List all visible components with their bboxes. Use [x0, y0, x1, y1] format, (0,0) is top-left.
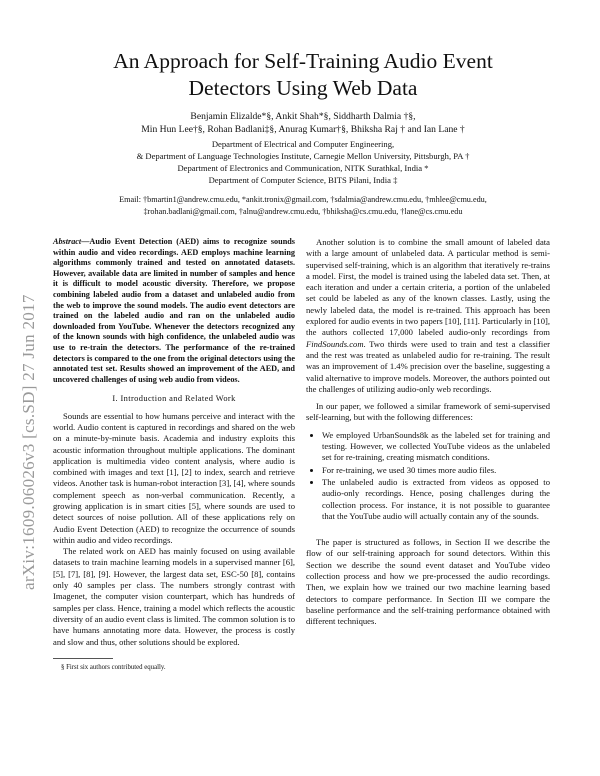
- right-paragraph-1-start: Another solution is to combine the small amount of labeled data with a large amount of unlabeled data. A particular method is semi-supervised self-training, which is an algorithm that iteratively re-trains a model. First, the model is trained using the labeled data set. Then, at each iteration and under a certain criteria, a portion of the unlabeled set could be labeled as any of the known classes. Lastly, using the newly labeled data, the model is re-trained. This approach has been explored for audio events in two papers [10], [11]. Particularly in [10], the authors collected 17,000 labeled audio-only recordings from: [306, 237, 550, 338]
- authors-line-2: Min Hun Lee†§, Rohan Badlani‡§, Anurag Kumar†§, Bhiksha Raj † and Ian Lane †: [141, 124, 465, 135]
- authors-line-1: Benjamin Elizalde*§, Ankit Shah*§, Siddharth Dalmia †§,: [190, 111, 416, 122]
- abstract-label: Abstract: [53, 237, 82, 246]
- title-line-2: Detectors Using Web Data: [188, 76, 418, 100]
- list-item: • We employed UrbanSounds8k as the labeled set for training and testing. However, we collected YouTube videos as the unlabeled set for re-training, creating mismatch conditions.: [322, 430, 550, 464]
- footnote-divider: [53, 658, 113, 659]
- intro-paragraph-1: Sounds are essential to how humans perceive and interact with the world. Audio content is captured in recordings and shared on the web on a minute-by-minute basis. Academia and industry exploits this acoustic information throughout multiple applications. The dominant application is multimedia video content analysis, where audio is combined with images and text [1], [2] to index, search and retrieve videos. Another task is human-robot interaction [3], [4], where sounds complement speech as non-verbal communication. Recently, a growing application is in smart cities [5], where sounds are used to detect sources of noise pollution. All of these applications rely on Audio Event Detection (AED) to recognize the occurrence of sounds within audio and video recordings.: [53, 410, 295, 545]
- section-heading-introduction: I. Introduction and Related Work: [112, 394, 236, 404]
- intro-paragraph-2: The related work on AED has mainly focused on using available datasets to train machine learning models in a supervised manner [6], [5], [7], [8], [9]. However, the largest data set, ESC-50 [8], contains only 40 samples per class. The numbers strongly contrast with Imagenet, the computer vision counterpart, which has hundreds of samples per class. Hence, training a model which reflects the acoustic diversity of an audio event class is limited. The common solution is to have humans annotating more data. However, the process is costly and slow and thus, other solutions should be explored.: [53, 546, 295, 647]
- right-paragraph-2: In our paper, we followed a similar framework of semi-supervised self-learning, but with the following differences:: [306, 401, 550, 423]
- right-paragraph-3: The paper is structured as follows, in Section II we describe the flow of our self-training approach for sound detectors. Within this Section we describe the sound event dataset and YouTube video collection process and how we pre-processed the audio recordings. Then, we explain how we trained our two machine learning based detectors to compare performance. In Section III we compare the baseline performance and the self-training performance obtained with different techniques.: [306, 537, 550, 627]
- spacer: [306, 523, 550, 537]
- affiliation-3: Department of Electronics and Communication, NITK Surathkal, India *: [177, 163, 429, 173]
- affiliation-2: & Department of Language Technologies Institute, Carnegie Mellon University, Pittsburgh, PA †: [136, 151, 470, 161]
- abstract-text: —Audio Event Detection (AED) aims to recognize sounds within audio and video recordings. AED employs machine learning algorithms commonly trained and tested on annotated datasets. However, available data are limited in number of samples and hence it is difficult to model acoustic diversity. Therefore, we propose combining labeled audio from a dataset and unlabeled audio from the web to improve the sound models. The audio event detectors are trained on the labeled audio and ran on the unlabeled audio downloaded from YouTube. Whenever the detectors recognized any of the known sounds with high confidence, the unlabeled audio was use to re-train the detectors. The performance of the re-trained detectors is compared to the one from the original detectors using the annotated test set. Results showed an improvement of the AED, and uncovered challenges of using web audio from videos.: [53, 237, 295, 384]
- author-list: [60, 110, 546, 136]
- right-paragraph-1-end: . Two thirds were used to train and test a classifier and the rest was treated as unlabeled audio for re-training. The result was an improvement of 1.4% precision over the baseline, suggesting a valid alternative to improve models. Moreover, the authors pointed out the challenges of utilizing audio-only web recordings.: [306, 338, 550, 394]
- affiliation-1: Department of Electrical and Computer Engineering,: [211, 139, 395, 149]
- paper-title: [60, 48, 546, 102]
- list-item: • The unlabeled audio is extracted from videos as opposed to audio-only recordings. Hence, posing challenges during the collection process. For instance, it is not possible to guarantee that the YouTube audio will actually contain any of the sounds.: [322, 477, 550, 522]
- footnote: § First six authors contributed equally.: [61, 663, 166, 671]
- list-item: • For re-training, we used 30 times more audio files.: [322, 465, 550, 476]
- title-line-1: An Approach for Self-Training Audio Event: [113, 49, 493, 73]
- arxiv-stamp: [4, 190, 38, 590]
- abstract: [53, 237, 295, 385]
- affiliations: [60, 138, 546, 186]
- email-line-1: Email: †bmartin1@andrew.cmu.edu, *ankit.tronix@gmail.com, †sdalmia@andrew.cmu.edu, †mhlee@cmu.edu,: [119, 195, 487, 204]
- arxiv-identifier[interactable]: arXiv:1609.06026v3 [cs.SD] 27 Jun 2017: [19, 294, 38, 590]
- email-line-2: ‡rohan.badlani@gmail.com, †alnu@andrew.cmu.edu, †bhiksha@cs.cmu.edu, †lane@cs.cmu.edu: [143, 206, 463, 216]
- affiliation-4: Department of Computer Science, BITS Pilani, India ‡: [208, 175, 398, 185]
- left-column: [53, 237, 295, 672]
- right-paragraph-1: [306, 237, 550, 395]
- right-column: [306, 237, 550, 628]
- findsounds-reference: FindSounds.com: [306, 338, 364, 349]
- differences-list: [306, 430, 550, 522]
- email-list: [60, 194, 546, 217]
